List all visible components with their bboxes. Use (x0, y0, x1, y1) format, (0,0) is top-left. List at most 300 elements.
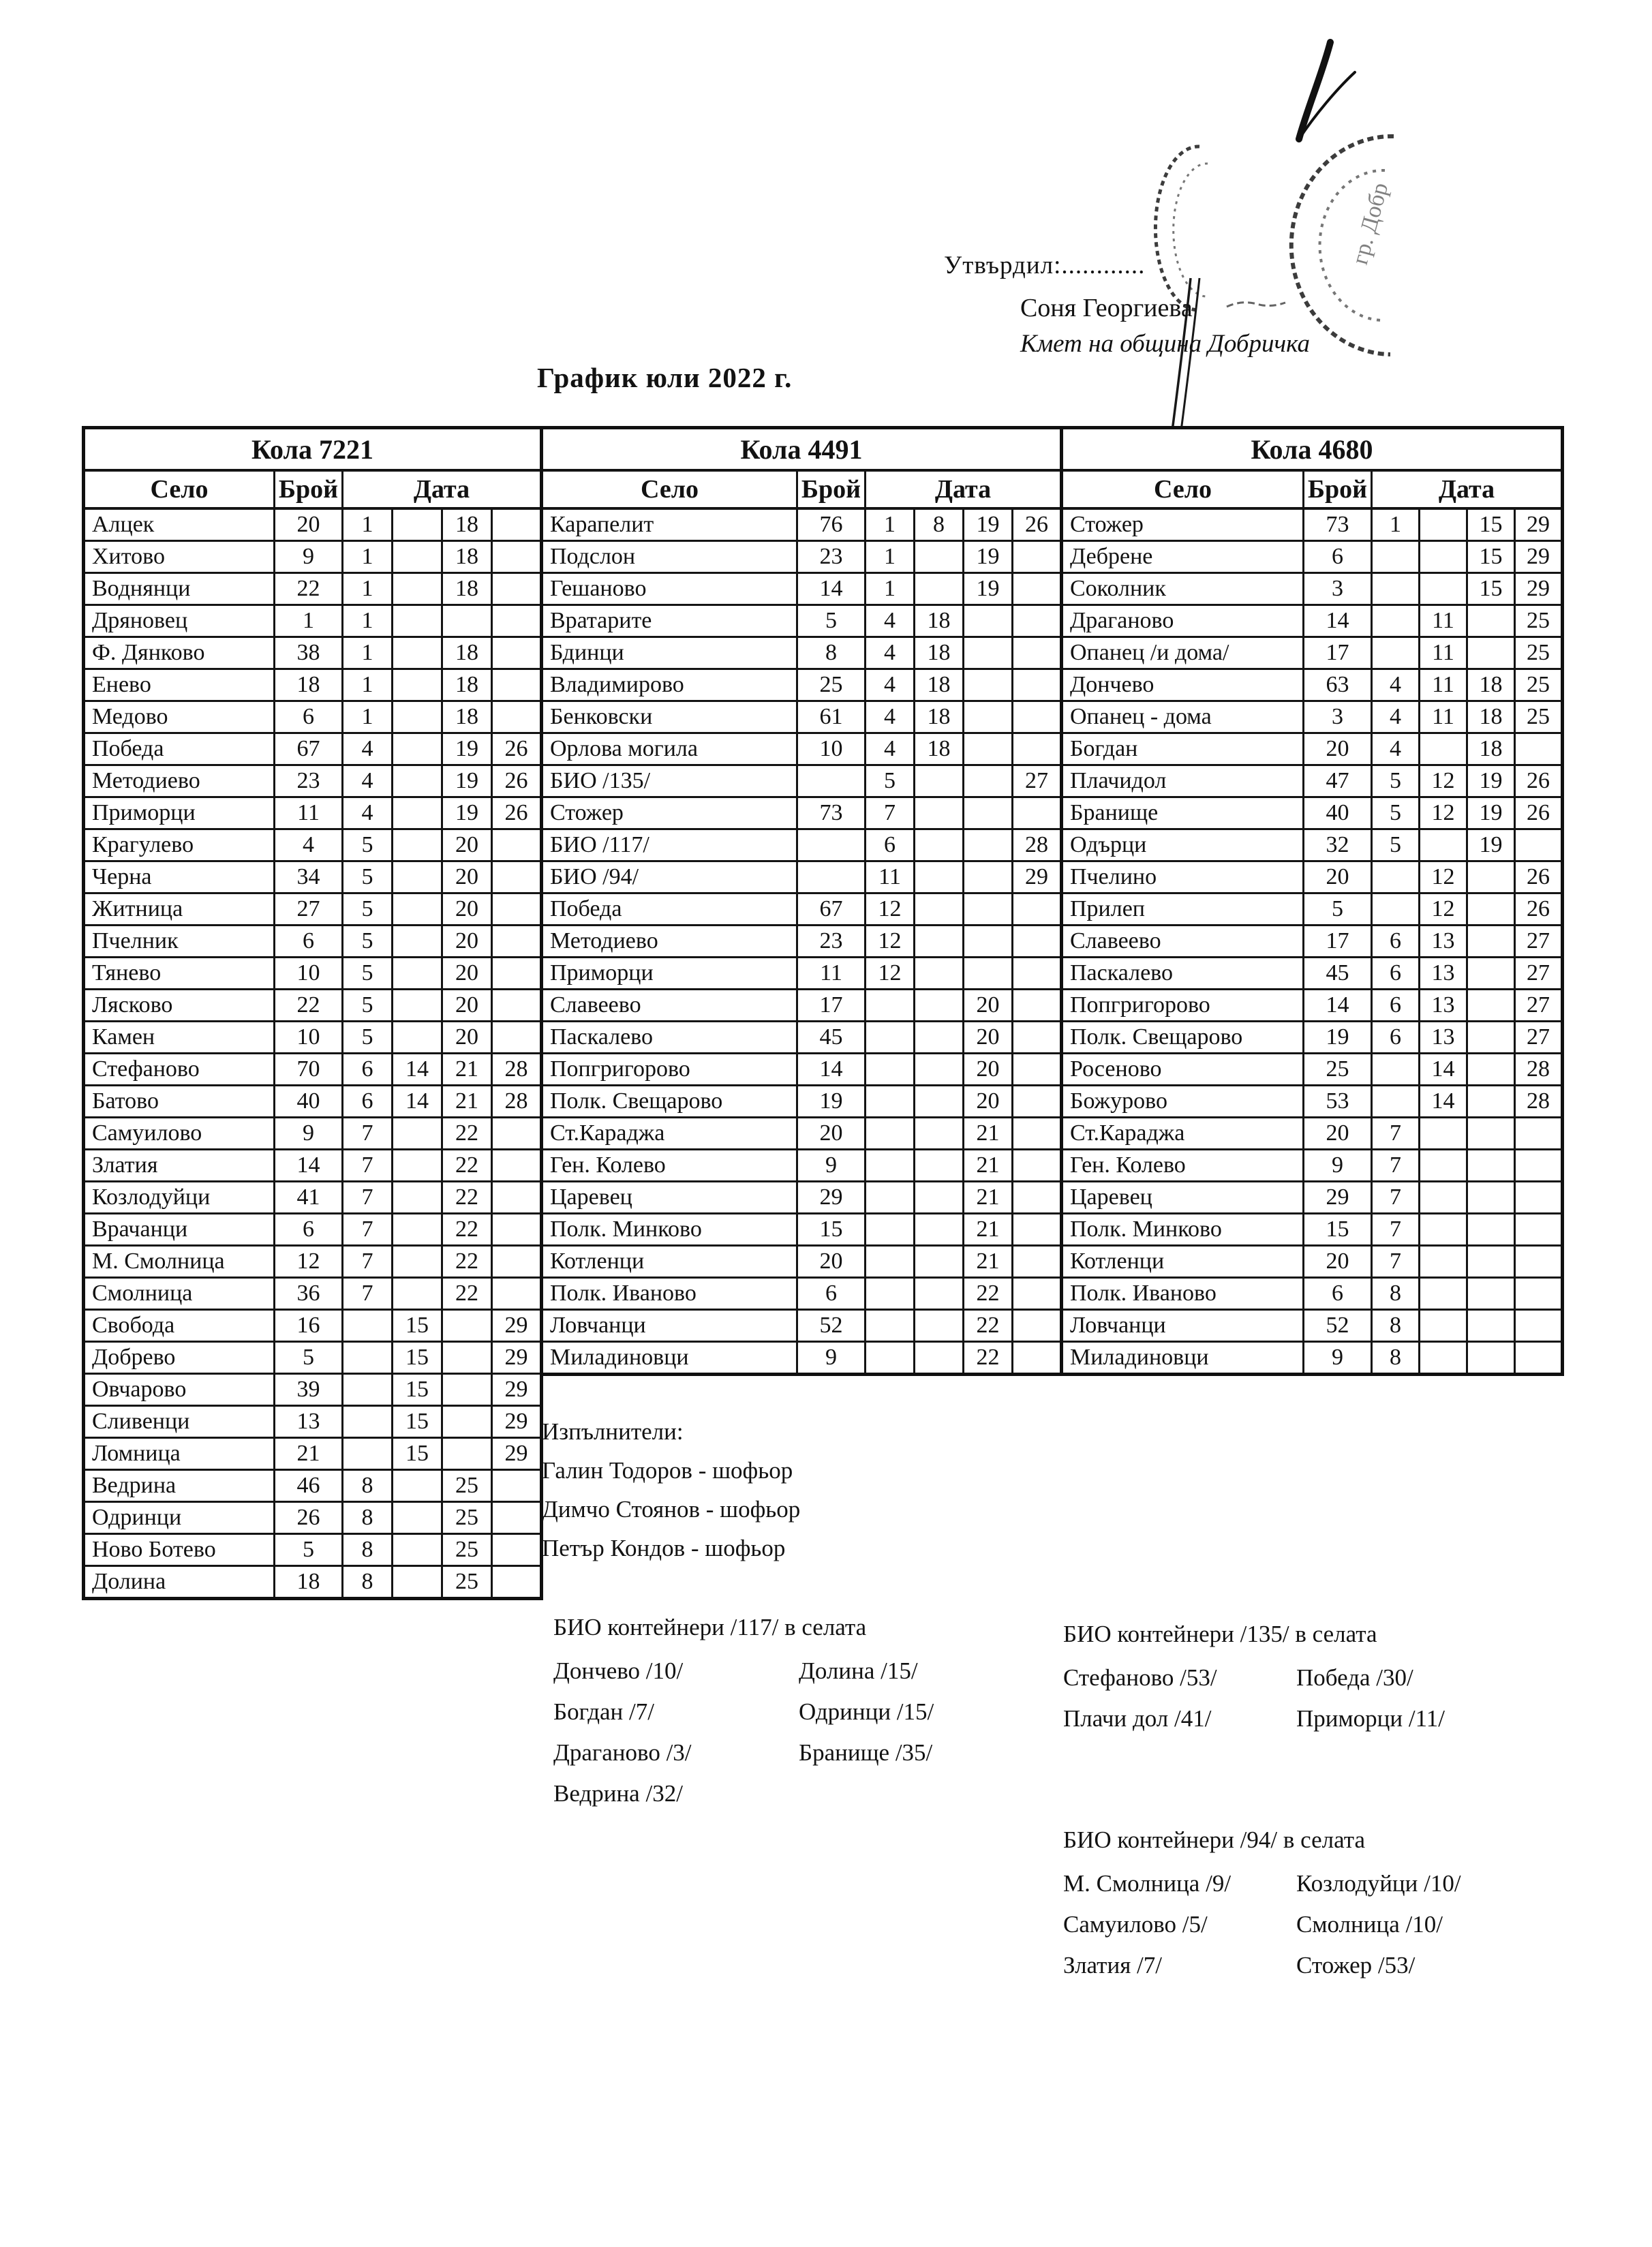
table-row (542, 1054, 1062, 1086)
date-cell (915, 1054, 964, 1086)
col-header-date: Дата (343, 470, 542, 508)
col-header-count: Брой (275, 470, 343, 508)
table-row (542, 1086, 1062, 1118)
table-row (542, 508, 1062, 541)
count-cell: 29 (1304, 1182, 1372, 1214)
date-cell: 28 (1515, 1086, 1563, 1118)
date-cell (343, 1438, 393, 1470)
village-cell: Победа (542, 893, 797, 926)
count-cell: 34 (275, 861, 343, 893)
date-cell: 20 (964, 990, 1013, 1022)
ink-squiggle (1227, 303, 1285, 307)
date-cell: 21 (964, 1150, 1013, 1182)
date-cell: 14 (1420, 1054, 1467, 1086)
date-cell: 7 (343, 1278, 393, 1310)
count-cell (797, 861, 866, 893)
count-cell: 9 (1304, 1150, 1372, 1182)
count-cell: 11 (275, 797, 343, 829)
bio-item: Одринци /15/ (799, 1698, 934, 1725)
date-cell (442, 1342, 492, 1374)
table-row (1062, 990, 1563, 1022)
date-cell: 11 (1420, 701, 1467, 733)
date-cell (1420, 1278, 1467, 1310)
date-cell: 20 (442, 829, 492, 861)
table-columns-row (542, 470, 1062, 508)
date-cell: 18 (442, 573, 492, 605)
count-cell: 14 (275, 1150, 343, 1182)
count-cell: 6 (275, 701, 343, 733)
date-cell: 21 (964, 1246, 1013, 1278)
date-cell (393, 765, 442, 797)
village-cell: Черна (84, 861, 275, 893)
date-cell (1013, 1278, 1062, 1310)
count-cell: 20 (1304, 1118, 1372, 1150)
village-cell: Приморци (542, 958, 797, 990)
date-cell: 25 (1515, 605, 1563, 637)
date-cell: 6 (866, 829, 915, 861)
date-cell: 1 (343, 637, 393, 669)
date-cell (1013, 1118, 1062, 1150)
date-cell (1467, 1118, 1515, 1150)
village-cell: Росеново (1062, 1054, 1304, 1086)
village-cell: Дебрене (1062, 541, 1304, 573)
count-cell: 17 (1304, 637, 1372, 669)
count-cell: 25 (797, 669, 866, 701)
village-cell: Сливенци (84, 1406, 275, 1438)
count-cell: 12 (275, 1246, 343, 1278)
date-cell: 25 (1515, 701, 1563, 733)
count-cell: 67 (275, 733, 343, 765)
date-cell (492, 893, 542, 926)
date-cell (866, 1246, 915, 1278)
count-cell: 76 (797, 508, 866, 541)
date-cell (1013, 1086, 1062, 1118)
count-cell: 14 (797, 573, 866, 605)
date-cell (1013, 893, 1062, 926)
village-cell: Полк. Иваново (542, 1278, 797, 1310)
date-cell: 25 (442, 1566, 492, 1599)
date-cell: 18 (915, 701, 964, 733)
date-cell: 22 (964, 1310, 1013, 1342)
table-row (542, 573, 1062, 605)
village-cell: Приморци (84, 797, 275, 829)
date-cell (1515, 1278, 1563, 1310)
date-cell (393, 1566, 442, 1599)
date-cell (1467, 1182, 1515, 1214)
col-header-count: Брой (797, 470, 866, 508)
date-cell: 26 (1515, 861, 1563, 893)
table-row (84, 541, 542, 573)
village-cell: Козлодуйци (84, 1182, 275, 1214)
date-cell (866, 1214, 915, 1246)
date-cell: 1 (343, 573, 393, 605)
count-cell: 73 (1304, 508, 1372, 541)
count-cell: 11 (797, 958, 866, 990)
table-row (542, 541, 1062, 573)
date-cell: 7 (343, 1246, 393, 1278)
table-row (84, 1374, 542, 1406)
village-cell: Долина (84, 1566, 275, 1599)
approver-name: Соня Георгиева (1020, 294, 1193, 322)
count-cell: 23 (275, 765, 343, 797)
date-cell: 26 (1515, 765, 1563, 797)
table-columns-row (84, 470, 542, 508)
date-cell (1372, 861, 1420, 893)
count-cell: 20 (275, 508, 343, 541)
count-cell: 63 (1304, 669, 1372, 701)
date-cell (393, 637, 442, 669)
date-cell (1013, 605, 1062, 637)
date-cell (1372, 605, 1420, 637)
village-cell: Ново Ботево (84, 1534, 275, 1566)
date-cell: 29 (492, 1374, 542, 1406)
date-cell: 21 (964, 1182, 1013, 1214)
date-cell (343, 1342, 393, 1374)
date-cell (915, 1022, 964, 1054)
date-cell (1420, 508, 1467, 541)
date-cell (964, 958, 1013, 990)
date-cell (866, 1118, 915, 1150)
table-row (542, 1310, 1062, 1342)
table-row (1062, 1214, 1563, 1246)
count-cell: 26 (275, 1502, 343, 1534)
table-row (1062, 701, 1563, 733)
count-cell: 20 (1304, 733, 1372, 765)
date-cell: 4 (1372, 669, 1420, 701)
approved-label: Утвърдил:............ (944, 251, 1146, 279)
count-cell: 6 (1304, 1278, 1372, 1310)
date-cell (1013, 1310, 1062, 1342)
date-cell (393, 829, 442, 861)
date-cell: 12 (1420, 797, 1467, 829)
village-cell: Ф. Дянково (84, 637, 275, 669)
date-cell: 18 (442, 637, 492, 669)
date-cell: 18 (442, 508, 492, 541)
date-cell: 29 (492, 1406, 542, 1438)
table-row (542, 1342, 1062, 1375)
bio-block-117 (553, 1614, 934, 1814)
date-cell (393, 1182, 442, 1214)
count-cell: 17 (797, 990, 866, 1022)
village-cell: Гешаново (542, 573, 797, 605)
village-cell: Дончево (1062, 669, 1304, 701)
table-row (542, 1246, 1062, 1278)
table-car-title: Кола 7221 (84, 428, 542, 471)
date-cell: 20 (442, 893, 492, 926)
date-cell (442, 605, 492, 637)
count-cell: 67 (797, 893, 866, 926)
date-cell: 1 (343, 669, 393, 701)
date-cell: 29 (1515, 541, 1563, 573)
date-cell (964, 926, 1013, 958)
executors-title: Изпълнители: (542, 1418, 684, 1445)
date-cell: 15 (1467, 573, 1515, 605)
count-cell: 10 (797, 733, 866, 765)
date-cell: 4 (866, 701, 915, 733)
village-cell: Драганово (1062, 605, 1304, 637)
date-cell (492, 1022, 542, 1054)
date-cell: 22 (442, 1246, 492, 1278)
count-cell (797, 829, 866, 861)
date-cell (1515, 1118, 1563, 1150)
date-cell: 11 (1420, 669, 1467, 701)
village-cell: Попгригорово (542, 1054, 797, 1086)
count-cell: 17 (1304, 926, 1372, 958)
table-row (84, 605, 542, 637)
table-car-title: Кола 4491 (542, 428, 1062, 471)
date-cell (915, 1278, 964, 1310)
count-cell: 27 (275, 893, 343, 926)
date-cell (1467, 861, 1515, 893)
date-cell (1013, 733, 1062, 765)
bio-block-94 (1063, 1826, 1461, 1986)
village-cell: Стефаново (84, 1054, 275, 1086)
date-cell: 5 (1372, 829, 1420, 861)
date-cell: 5 (343, 893, 393, 926)
date-cell: 1 (866, 508, 915, 541)
date-cell (1467, 926, 1515, 958)
count-cell: 9 (275, 1118, 343, 1150)
count-cell: 32 (1304, 829, 1372, 861)
date-cell: 29 (1013, 861, 1062, 893)
date-cell (393, 1470, 442, 1502)
col-header-village: Село (84, 470, 275, 508)
date-cell: 13 (1420, 1022, 1467, 1054)
date-cell (1013, 669, 1062, 701)
date-cell: 13 (1420, 926, 1467, 958)
date-cell (1420, 573, 1467, 605)
date-cell: 22 (964, 1278, 1013, 1310)
table-row (542, 893, 1062, 926)
date-cell (393, 926, 442, 958)
village-cell: Соколник (1062, 573, 1304, 605)
village-cell: Бдинци (542, 637, 797, 669)
table-row (84, 1150, 542, 1182)
schedule-table-kola-4491 (540, 426, 1063, 1376)
date-cell (343, 1310, 393, 1342)
date-cell (915, 1150, 964, 1182)
date-cell: 29 (492, 1438, 542, 1470)
col-header-date: Дата (866, 470, 1062, 508)
date-cell: 8 (1372, 1278, 1420, 1310)
count-cell: 41 (275, 1182, 343, 1214)
village-cell: Врачанци (84, 1214, 275, 1246)
village-cell: Камен (84, 1022, 275, 1054)
date-cell: 19 (1467, 797, 1515, 829)
table-row (84, 1118, 542, 1150)
village-cell: Стожер (542, 797, 797, 829)
count-cell: 6 (275, 926, 343, 958)
date-cell (1013, 1022, 1062, 1054)
count-cell: 20 (797, 1246, 866, 1278)
table-row (84, 1566, 542, 1599)
count-cell: 20 (797, 1118, 866, 1150)
date-cell: 12 (866, 926, 915, 958)
table-row (84, 1534, 542, 1566)
count-cell: 9 (797, 1150, 866, 1182)
village-cell: Методиево (84, 765, 275, 797)
count-cell: 52 (797, 1310, 866, 1342)
date-cell (1515, 1310, 1563, 1342)
date-cell: 8 (1372, 1310, 1420, 1342)
date-cell: 14 (1420, 1086, 1467, 1118)
date-cell: 18 (1467, 669, 1515, 701)
date-cell: 7 (1372, 1214, 1420, 1246)
village-cell: Ст.Караджа (1062, 1118, 1304, 1150)
count-cell: 5 (797, 605, 866, 637)
count-cell: 10 (275, 958, 343, 990)
date-cell: 7 (343, 1182, 393, 1214)
date-cell: 5 (343, 829, 393, 861)
date-cell (1467, 893, 1515, 926)
date-cell: 13 (1420, 958, 1467, 990)
village-cell: Прилеп (1062, 893, 1304, 926)
date-cell: 12 (866, 958, 915, 990)
date-cell: 4 (866, 605, 915, 637)
table-row (1062, 765, 1563, 797)
date-cell: 7 (343, 1118, 393, 1150)
village-cell: Владимирово (542, 669, 797, 701)
village-cell: Добрево (84, 1342, 275, 1374)
date-cell (915, 990, 964, 1022)
date-cell: 19 (964, 573, 1013, 605)
village-cell: Ломница (84, 1438, 275, 1470)
date-cell: 6 (1372, 990, 1420, 1022)
date-cell (1467, 1150, 1515, 1182)
count-cell: 40 (1304, 797, 1372, 829)
date-cell (1515, 1182, 1563, 1214)
date-cell (1420, 1118, 1467, 1150)
bio-item: М. Смолница /9/ (1063, 1870, 1232, 1897)
date-cell: 7 (1372, 1182, 1420, 1214)
village-cell: Царевец (542, 1182, 797, 1214)
date-cell: 28 (492, 1086, 542, 1118)
bio-column (1296, 1863, 1461, 1986)
date-cell (915, 1086, 964, 1118)
date-cell (1420, 733, 1467, 765)
village-cell: Орлова могила (542, 733, 797, 765)
date-cell (866, 1054, 915, 1086)
date-cell (866, 1310, 915, 1342)
date-cell: 27 (1515, 1022, 1563, 1054)
date-cell (866, 1182, 915, 1214)
table-row (542, 1022, 1062, 1054)
date-cell: 18 (915, 733, 964, 765)
bio-block-title: БИО контейнери /94/ в селата (1063, 1826, 1365, 1853)
date-cell: 20 (964, 1054, 1013, 1086)
date-cell: 18 (442, 669, 492, 701)
village-cell: Алцек (84, 508, 275, 541)
table-row (84, 1438, 542, 1470)
table-row (84, 1470, 542, 1502)
count-cell: 18 (275, 1566, 343, 1599)
date-cell: 1 (343, 508, 393, 541)
village-cell: Дряновец (84, 605, 275, 637)
date-cell: 15 (1467, 508, 1515, 541)
date-cell: 26 (492, 797, 542, 829)
date-cell: 27 (1013, 765, 1062, 797)
table-row (1062, 1246, 1563, 1278)
date-cell (1013, 541, 1062, 573)
date-cell (1013, 926, 1062, 958)
date-cell: 7 (1372, 1118, 1420, 1150)
table-row (84, 573, 542, 605)
village-cell: Овчарово (84, 1374, 275, 1406)
table-row (542, 701, 1062, 733)
bio-block-135 (1063, 1621, 1445, 1739)
date-cell (492, 573, 542, 605)
table-row (84, 1182, 542, 1214)
table-row (1062, 1086, 1563, 1118)
date-cell: 20 (442, 1022, 492, 1054)
date-cell: 4 (343, 765, 393, 797)
date-cell: 26 (1515, 893, 1563, 926)
table-row (1062, 541, 1563, 573)
table-row (1062, 797, 1563, 829)
date-cell (442, 1374, 492, 1406)
count-cell: 53 (1304, 1086, 1372, 1118)
bio-item: Стожер /53/ (1296, 1952, 1416, 1978)
date-cell: 5 (343, 990, 393, 1022)
date-cell: 19 (964, 508, 1013, 541)
date-cell (1013, 958, 1062, 990)
table-row (1062, 1310, 1563, 1342)
table-row (1062, 829, 1563, 861)
date-cell: 4 (866, 637, 915, 669)
date-cell (1013, 797, 1062, 829)
date-cell (964, 733, 1013, 765)
date-cell (393, 1214, 442, 1246)
date-cell (1515, 1246, 1563, 1278)
date-cell (915, 1246, 964, 1278)
date-cell: 13 (1420, 990, 1467, 1022)
bio-column (553, 1651, 799, 1814)
date-cell: 26 (1515, 797, 1563, 829)
date-cell (1467, 990, 1515, 1022)
date-cell (492, 990, 542, 1022)
date-cell (492, 1182, 542, 1214)
date-cell: 1 (343, 701, 393, 733)
date-cell: 28 (1515, 1054, 1563, 1086)
count-cell: 10 (275, 1022, 343, 1054)
village-cell: Свобода (84, 1310, 275, 1342)
date-cell: 11 (1420, 605, 1467, 637)
table-row (1062, 1150, 1563, 1182)
table-row (542, 958, 1062, 990)
count-cell: 47 (1304, 765, 1372, 797)
date-cell (1420, 1342, 1467, 1375)
bio-block-title: БИО контейнери /117/ в селата (553, 1614, 867, 1640)
date-cell (492, 829, 542, 861)
count-cell: 45 (797, 1022, 866, 1054)
date-cell: 25 (442, 1534, 492, 1566)
date-cell (915, 829, 964, 861)
date-cell: 27 (1515, 958, 1563, 990)
date-cell (492, 701, 542, 733)
village-cell: Полк. Свещарово (542, 1086, 797, 1118)
date-cell: 1 (1372, 508, 1420, 541)
table-row (542, 797, 1062, 829)
date-cell: 22 (964, 1342, 1013, 1375)
date-cell (393, 1118, 442, 1150)
count-cell: 19 (1304, 1022, 1372, 1054)
bio-item: Смолница /10/ (1296, 1911, 1443, 1938)
date-cell (1467, 1310, 1515, 1342)
date-cell: 5 (866, 765, 915, 797)
date-cell (1372, 573, 1420, 605)
table-row (84, 990, 542, 1022)
date-cell (964, 829, 1013, 861)
